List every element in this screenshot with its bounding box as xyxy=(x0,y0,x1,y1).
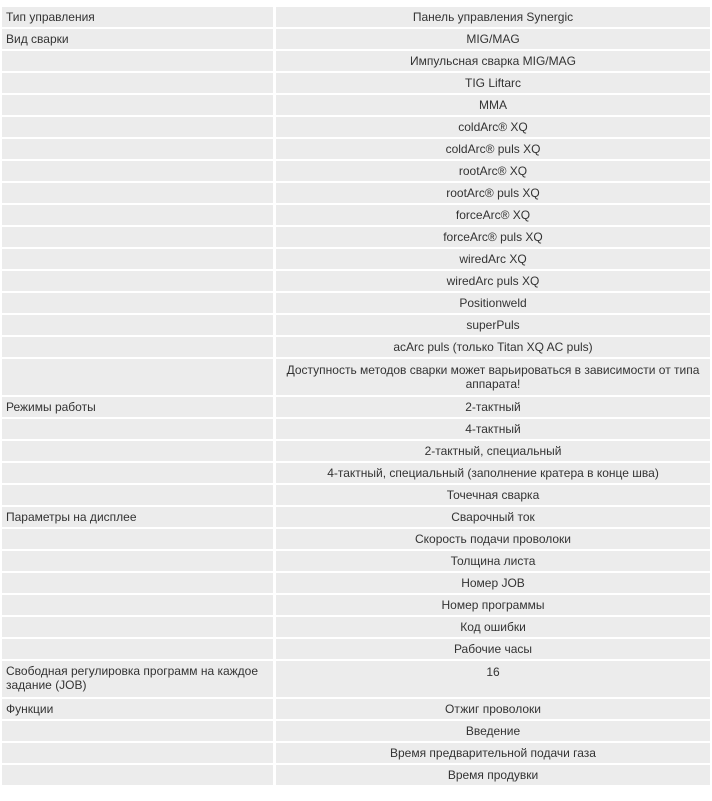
row-value: rootArc® puls XQ xyxy=(276,183,710,205)
table-row xyxy=(2,51,710,73)
row-value: Positionweld xyxy=(276,293,710,315)
table-row xyxy=(2,419,710,441)
row-value: wiredArc puls XQ xyxy=(276,271,710,293)
table-row xyxy=(2,227,710,249)
row-label xyxy=(2,485,276,507)
table-row xyxy=(2,743,710,765)
table-row xyxy=(2,7,710,29)
row-value: Скорость подачи проволоки xyxy=(276,529,710,551)
row-label xyxy=(2,551,276,573)
table-row xyxy=(2,315,710,337)
row-label xyxy=(2,337,276,359)
row-value: TIG Liftarc xyxy=(276,73,710,95)
row-label: Параметры на дисплее xyxy=(2,507,276,529)
row-value: coldArc® puls XQ xyxy=(276,139,710,161)
row-label xyxy=(2,359,276,397)
row-value: Введение xyxy=(276,721,710,743)
row-value: Панель управления Synergic xyxy=(276,7,710,29)
row-label xyxy=(2,419,276,441)
table-row xyxy=(2,721,710,743)
row-value: Номер программы xyxy=(276,595,710,617)
row-label xyxy=(2,765,276,787)
row-value: Импульсная сварка MIG/MAG xyxy=(276,51,710,73)
table-row xyxy=(2,397,710,419)
row-value: Толщина листа xyxy=(276,551,710,573)
row-label xyxy=(2,51,276,73)
table-row xyxy=(2,595,710,617)
row-label xyxy=(2,617,276,639)
row-label xyxy=(2,73,276,95)
row-value: Доступность методов сварки может варьироваться в зависимости от типа аппарата! xyxy=(276,359,710,397)
row-label xyxy=(2,315,276,337)
row-label xyxy=(2,595,276,617)
table-row xyxy=(2,359,710,397)
table-row xyxy=(2,699,710,721)
row-value: Код ошибки xyxy=(276,617,710,639)
row-value: Сварочный ток xyxy=(276,507,710,529)
table-row xyxy=(2,661,710,699)
row-label xyxy=(2,529,276,551)
row-value: Точечная сварка xyxy=(276,485,710,507)
row-label xyxy=(2,573,276,595)
table-row xyxy=(2,507,710,529)
row-value: 4-тактный, специальный (заполнение кратера в конце шва) xyxy=(276,463,710,485)
spec-table xyxy=(2,7,710,787)
row-value: Время предварительной подачи газа xyxy=(276,743,710,765)
row-value: MIG/MAG xyxy=(276,29,710,51)
table-row xyxy=(2,551,710,573)
row-label: Тип управления xyxy=(2,7,276,29)
row-value: forceArc® puls XQ xyxy=(276,227,710,249)
row-label xyxy=(2,721,276,743)
row-label: Свободная регулировка программ на каждое задание (JOB) xyxy=(2,661,276,699)
row-label xyxy=(2,183,276,205)
table-row xyxy=(2,95,710,117)
row-label xyxy=(2,639,276,661)
table-row xyxy=(2,161,710,183)
table-row xyxy=(2,29,710,51)
row-value: wiredArc XQ xyxy=(276,249,710,271)
table-row xyxy=(2,271,710,293)
row-label: Вид сварки xyxy=(2,29,276,51)
row-value: 16 xyxy=(276,661,710,699)
row-value: superPuls xyxy=(276,315,710,337)
table-row xyxy=(2,485,710,507)
table-row xyxy=(2,337,710,359)
table-row xyxy=(2,293,710,315)
row-value: rootArc® XQ xyxy=(276,161,710,183)
table-row xyxy=(2,441,710,463)
row-label xyxy=(2,139,276,161)
table-row xyxy=(2,529,710,551)
row-value: MMA xyxy=(276,95,710,117)
table-row xyxy=(2,139,710,161)
row-value: Рабочие часы xyxy=(276,639,710,661)
row-label xyxy=(2,293,276,315)
row-value: 4-тактный xyxy=(276,419,710,441)
row-label xyxy=(2,271,276,293)
row-label xyxy=(2,249,276,271)
table-row xyxy=(2,617,710,639)
row-label xyxy=(2,743,276,765)
row-label xyxy=(2,441,276,463)
table-row xyxy=(2,463,710,485)
row-label: Режимы работы xyxy=(2,397,276,419)
table-row xyxy=(2,639,710,661)
row-value: coldArc® XQ xyxy=(276,117,710,139)
table-row xyxy=(2,205,710,227)
row-value: Время продувки xyxy=(276,765,710,787)
row-label xyxy=(2,161,276,183)
table-row xyxy=(2,765,710,787)
table-row xyxy=(2,183,710,205)
row-label xyxy=(2,95,276,117)
row-value: forceArc® XQ xyxy=(276,205,710,227)
row-value: acArc puls (только Titan XQ AC puls) xyxy=(276,337,710,359)
row-label xyxy=(2,227,276,249)
row-label xyxy=(2,117,276,139)
table-row xyxy=(2,117,710,139)
table-row xyxy=(2,73,710,95)
row-value: Номер JOB xyxy=(276,573,710,595)
row-label: Функции xyxy=(2,699,276,721)
spec-table-body xyxy=(2,7,710,787)
row-value: 2-тактный, специальный xyxy=(276,441,710,463)
row-label xyxy=(2,463,276,485)
table-row xyxy=(2,573,710,595)
row-label xyxy=(2,205,276,227)
row-value: Отжиг проволоки xyxy=(276,699,710,721)
table-row xyxy=(2,249,710,271)
row-value: 2-тактный xyxy=(276,397,710,419)
